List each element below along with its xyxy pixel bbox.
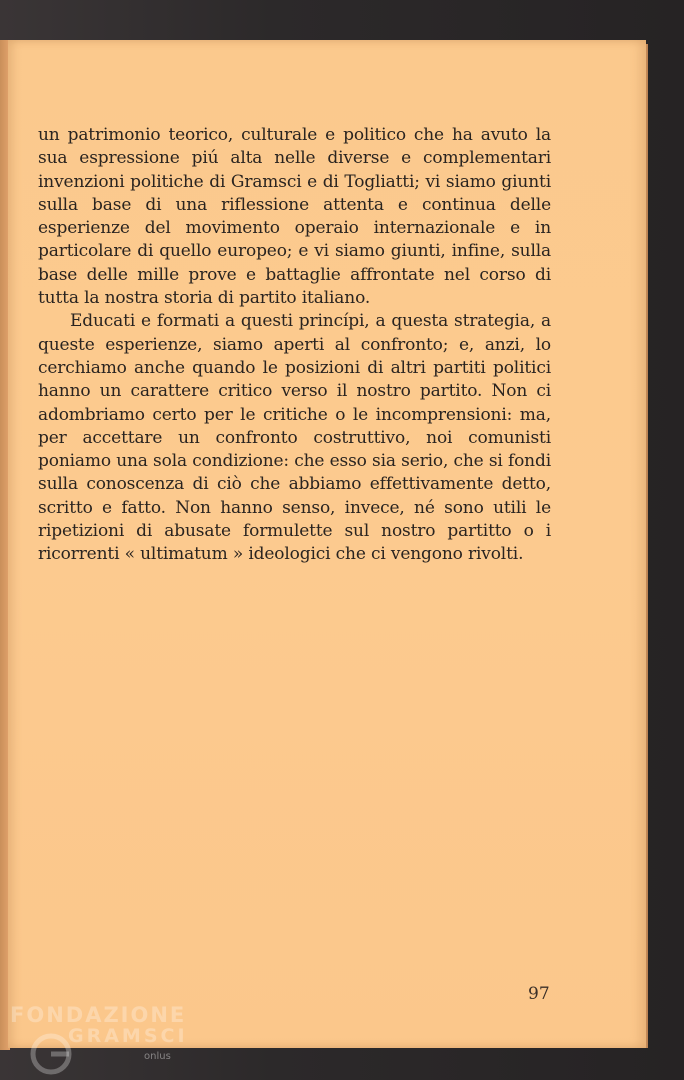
paragraph-1: un patrimonio teorico, culturale e politico che ha avuto la sua espressione piú alta nelle diverse e complementari invenzioni politiche di Gramsci e di Togliatti; vi siamo giunti sulla base di una riflessione attenta e continua delle esperienze del movimento operaio internazionale e in particolare di quello europeo; e vi siamo giunti, infine, sulla base delle mille prove e battaglie affrontate nel corso di tutta la nostra storia di partito italiano. — [38, 125, 551, 309]
watermark-line-2: GRAMSCI — [68, 1025, 188, 1047]
watermark — [4, 1003, 204, 1080]
watermark-line-1: FONDAZIONE — [10, 1003, 187, 1027]
page-number: 97 — [528, 984, 550, 1004]
gramsci-foundation-logo-icon — [28, 1031, 74, 1077]
paragraph-2: Educati e formati a questi princípi, a questa strategia, a queste esperienze, siamo aperti al confronto; e, anzi, lo cerchiamo anche quando le posizioni di altri partiti politici hanno un carattere critico verso il nostro partito. Non ci adombriamo certo per le critiche o le incomprensioni: ma, per accettare un confronto costruttivo, noi comunisti poniamo una sola condizione: che esso sia serio, che si fondi sulla conoscenza di ciò che abbiamo effettivamente detto, scritto e fatto. Non hanno senso, invece, né sono utili le ripetizioni di abusate formulette sul nostro partitto o i ricorrenti « ultimatum » ideologici che ci vengono rivolti. — [38, 311, 551, 565]
watermark-suffix: onlus — [144, 1051, 171, 1062]
page-body-text — [38, 124, 551, 567]
